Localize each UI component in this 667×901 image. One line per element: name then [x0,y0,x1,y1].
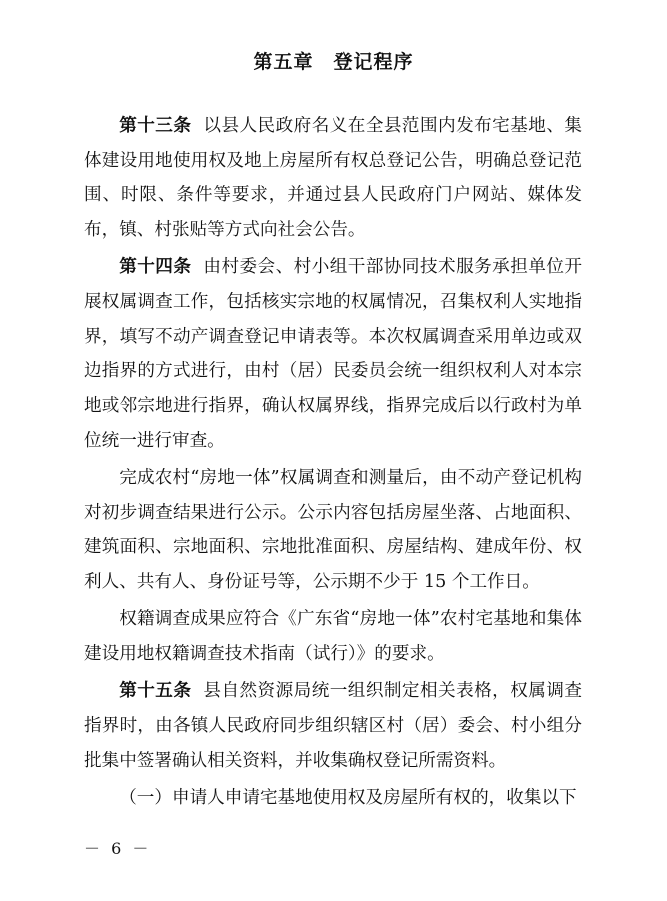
paragraph [84,781,582,816]
article-text: 以县人民政府名义在全县范围内发布宅基地、集体建设用地使用权及地上房屋所有权总登记公告，明确总登记范围、时限、条件等要求，并通过县人民政府门户网站、媒体发布，镇、村张贴等方式向社会公告。 [84,116,582,241]
paragraph-text: （一）申请人申请宅基地使用权及房屋所有权的，收集以下 [119,787,577,808]
paragraph-article-13 [84,109,582,248]
paragraph [84,602,582,671]
paragraph-article-14 [84,250,582,458]
paragraph-text: 完成农村“房地一体”权属调查和测量后，由不动产登记机构对初步调查结果进行公示。公示内容包括房屋坐落、占地面积、建筑面积、宗地面积、宗地批准面积、房屋结构、建成年份、权利人、共有人、身份证号等，公示期不少于 15 个工作日。 [84,468,582,593]
article-number: 第十五条 [119,681,192,702]
paragraph-text: 权籍调查成果应符合《广东省“房地一体”农村宅基地和集体建设用地权籍调查技术指南（试行）》的要求。 [84,609,582,665]
paragraph-article-15 [84,674,582,778]
article-text: 县自然资源局统一组织制定相关表格，权属调查指界时，由各镇人民政府同步组织辖区村（居）委会、村小组分批集中签署确认相关资料，并收集确权登记所需资料。 [84,681,582,771]
page-number: － 6 － [84,839,152,858]
paragraph [84,461,582,600]
article-number: 第十四条 [119,257,192,278]
document-body [84,109,582,818]
article-text: 由村委会、村小组干部协同技术服务承担单位开展权属调查工作，包括核实宗地的权属情况，召集权利人实地指界，填写不动产调查登记申请表等。本次权属调查采用单边或双边指界的方式进行，由村（居）民委员会统一组织权利人对本宗地或邻宗地进行指界，确认权属界线，指界完成后以行政村为单位统一进行审查。 [84,257,582,451]
chapter-title: 第五章 登记程序 [253,51,414,73]
article-number: 第十三条 [119,116,192,136]
